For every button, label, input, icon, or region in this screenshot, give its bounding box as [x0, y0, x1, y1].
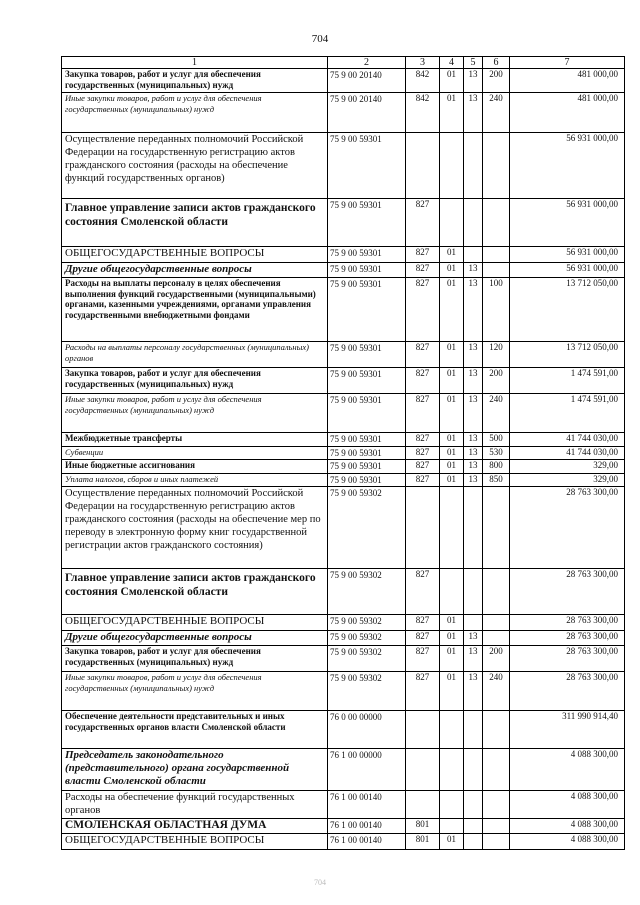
table-row — [62, 342, 625, 368]
column-number-header — [62, 57, 625, 69]
row-code-cell: 75 9 00 59301 — [328, 199, 406, 247]
budget-table — [61, 56, 625, 850]
row-name-cell: ОБЩЕГОСУДАРСТВЕННЫЕ ВОПРОСЫ — [62, 247, 328, 263]
row-department-cell — [406, 133, 440, 199]
row-subsection-cell — [464, 615, 483, 631]
row-department-cell: 827 — [406, 199, 440, 247]
row-amount-cell: 28 763 300,00 — [510, 646, 625, 672]
row-section-cell: 01 — [440, 646, 464, 672]
row-expense-type-cell: 240 — [483, 394, 510, 433]
row-section-cell — [440, 819, 464, 834]
row-expense-type-cell: 500 — [483, 433, 510, 447]
budget-table-body — [62, 57, 625, 850]
row-subsection-cell: 13 — [464, 278, 483, 342]
row-section-cell: 01 — [440, 631, 464, 646]
table-row — [62, 247, 625, 263]
table-row — [62, 834, 625, 850]
table-row — [62, 368, 625, 394]
row-expense-type-cell: 800 — [483, 460, 510, 474]
row-section-cell: 01 — [440, 342, 464, 368]
row-department-cell: 827 — [406, 394, 440, 433]
row-expense-type-cell — [483, 749, 510, 791]
row-expense-type-cell: 850 — [483, 473, 510, 487]
table-row — [62, 569, 625, 615]
table-row — [62, 69, 625, 93]
row-subsection-cell — [464, 791, 483, 819]
row-amount-cell: 4 088 300,00 — [510, 749, 625, 791]
row-code-cell: 75 9 00 59302 — [328, 672, 406, 711]
row-section-cell — [440, 791, 464, 819]
row-department-cell: 827 — [406, 569, 440, 615]
row-expense-type-cell: 530 — [483, 446, 510, 460]
row-amount-cell: 28 763 300,00 — [510, 615, 625, 631]
page-bottom-mark: 704 — [314, 878, 326, 887]
page-number: 704 — [311, 33, 329, 45]
row-name-cell: Другие общегосударственные вопросы — [62, 631, 328, 646]
row-code-cell: 75 9 00 59301 — [328, 446, 406, 460]
row-subsection-cell: 13 — [464, 368, 483, 394]
row-amount-cell: 56 931 000,00 — [510, 199, 625, 247]
row-name-cell: Обеспечение деятельности представительных и иных государственных органов власти Смоленской области — [62, 711, 328, 749]
row-amount-cell: 4 088 300,00 — [510, 834, 625, 850]
row-section-cell: 01 — [440, 672, 464, 711]
row-department-cell: 827 — [406, 672, 440, 711]
row-subsection-cell: 13 — [464, 672, 483, 711]
row-department-cell: 827 — [406, 615, 440, 631]
row-department-cell: 827 — [406, 646, 440, 672]
row-expense-type-cell — [483, 263, 510, 278]
row-section-cell: 01 — [440, 69, 464, 93]
row-name-cell: Иные закупки товаров, работ и услуг для обеспечения государственных (муниципальных) нужд — [62, 93, 328, 133]
table-row — [62, 672, 625, 711]
row-section-cell: 01 — [440, 473, 464, 487]
row-subsection-cell: 13 — [464, 342, 483, 368]
row-code-cell: 75 9 00 59301 — [328, 278, 406, 342]
row-subsection-cell: 13 — [464, 646, 483, 672]
row-amount-cell: 13 712 050,00 — [510, 342, 625, 368]
header-col-1: 1 — [62, 57, 328, 69]
row-section-cell: 01 — [440, 394, 464, 433]
row-amount-cell: 28 763 300,00 — [510, 487, 625, 569]
row-name-cell: Закупка товаров, работ и услуг для обеспечения государственных (муниципальных) нужд — [62, 368, 328, 394]
row-department-cell — [406, 487, 440, 569]
header-col-3: 3 — [406, 57, 440, 69]
row-expense-type-cell: 240 — [483, 93, 510, 133]
row-department-cell: 827 — [406, 446, 440, 460]
row-name-cell: Расходы на выплаты персоналу в целях обеспечения выполнения функций государственными (муниципальными) органами, казенными учреждениями, органами управления государственными внебюджетными фондами — [62, 278, 328, 342]
row-name-cell: Осуществление переданных полномочий Российской Федерации на государственную регистрацию актов гражданского состояния (расходы на обеспечение мер по переводу в электронную форму книг государственной регистрации актов гражданского состояния) — [62, 487, 328, 569]
table-row — [62, 199, 625, 247]
row-department-cell: 827 — [406, 278, 440, 342]
row-name-cell: Иные бюджетные ассигнования — [62, 460, 328, 474]
row-name-cell: Осуществление переданных полномочий Российской Федерации на государственную регистрацию актов гражданского состояния (расходы на обеспечение функций государственных органов) — [62, 133, 328, 199]
row-code-cell: 75 9 00 20140 — [328, 69, 406, 93]
row-name-cell: Расходы на обеспечение функций государственных органов — [62, 791, 328, 819]
row-code-cell: 76 1 00 00140 — [328, 834, 406, 850]
row-code-cell: 76 0 00 00000 — [328, 711, 406, 749]
row-amount-cell: 1 474 591,00 — [510, 368, 625, 394]
row-name-cell: Председатель законодательного (представительного) органа государственной власти Смоленской области — [62, 749, 328, 791]
row-section-cell: 01 — [440, 247, 464, 263]
header-col-4: 4 — [440, 57, 464, 69]
row-subsection-cell: 13 — [464, 433, 483, 447]
table-row — [62, 263, 625, 278]
row-subsection-cell: 13 — [464, 460, 483, 474]
table-row — [62, 278, 625, 342]
row-name-cell: Главное управление записи актов гражданского состояния Смоленской области — [62, 199, 328, 247]
row-expense-type-cell — [483, 834, 510, 850]
row-name-cell: Уплата налогов, сборов и иных платежей — [62, 473, 328, 487]
row-amount-cell: 311 990 914,40 — [510, 711, 625, 749]
row-name-cell: Иные закупки товаров, работ и услуг для обеспечения государственных (муниципальных) нужд — [62, 672, 328, 711]
row-code-cell: 76 1 00 00140 — [328, 819, 406, 834]
row-code-cell: 75 9 00 20140 — [328, 93, 406, 133]
row-amount-cell: 28 763 300,00 — [510, 631, 625, 646]
row-expense-type-cell: 200 — [483, 368, 510, 394]
row-amount-cell: 13 712 050,00 — [510, 278, 625, 342]
row-expense-type-cell — [483, 569, 510, 615]
row-subsection-cell — [464, 569, 483, 615]
row-subsection-cell: 13 — [464, 69, 483, 93]
table-row — [62, 711, 625, 749]
row-department-cell: 801 — [406, 834, 440, 850]
row-subsection-cell: 13 — [464, 93, 483, 133]
header-col-2: 2 — [328, 57, 406, 69]
row-department-cell: 827 — [406, 631, 440, 646]
row-department-cell — [406, 791, 440, 819]
row-name-cell: Расходы на выплаты персоналу государственных (муниципальных) органов — [62, 342, 328, 368]
row-code-cell: 75 9 00 59301 — [328, 247, 406, 263]
row-amount-cell: 4 088 300,00 — [510, 819, 625, 834]
row-code-cell: 75 9 00 59301 — [328, 263, 406, 278]
row-code-cell: 75 9 00 59301 — [328, 394, 406, 433]
row-code-cell: 75 9 00 59301 — [328, 460, 406, 474]
row-name-cell: Иные закупки товаров, работ и услуг для обеспечения государственных (муниципальных) нужд — [62, 394, 328, 433]
row-subsection-cell — [464, 199, 483, 247]
row-code-cell: 76 1 00 00140 — [328, 791, 406, 819]
row-section-cell — [440, 199, 464, 247]
row-expense-type-cell: 100 — [483, 278, 510, 342]
row-amount-cell: 28 763 300,00 — [510, 672, 625, 711]
row-subsection-cell — [464, 247, 483, 263]
row-name-cell: Другие общегосударственные вопросы — [62, 263, 328, 278]
row-section-cell — [440, 711, 464, 749]
row-amount-cell: 481 000,00 — [510, 93, 625, 133]
row-department-cell — [406, 749, 440, 791]
table-row — [62, 819, 625, 834]
row-section-cell — [440, 133, 464, 199]
row-department-cell: 842 — [406, 69, 440, 93]
row-subsection-cell: 13 — [464, 473, 483, 487]
row-subsection-cell: 13 — [464, 631, 483, 646]
row-code-cell: 75 9 00 59302 — [328, 646, 406, 672]
row-amount-cell: 329,00 — [510, 473, 625, 487]
row-section-cell: 01 — [440, 446, 464, 460]
header-col-7: 7 — [510, 57, 625, 69]
row-expense-type-cell — [483, 791, 510, 819]
row-subsection-cell — [464, 133, 483, 199]
row-section-cell — [440, 749, 464, 791]
row-name-cell: Закупка товаров, работ и услуг для обеспечения государственных (муниципальных) нужд — [62, 646, 328, 672]
table-row — [62, 646, 625, 672]
header-col-5: 5 — [464, 57, 483, 69]
row-section-cell: 01 — [440, 615, 464, 631]
row-department-cell: 827 — [406, 460, 440, 474]
row-amount-cell: 56 931 000,00 — [510, 263, 625, 278]
row-name-cell: Субвенции — [62, 446, 328, 460]
header-col-6: 6 — [483, 57, 510, 69]
table-row — [62, 749, 625, 791]
row-code-cell: 75 9 00 59302 — [328, 631, 406, 646]
row-name-cell: СМОЛЕНСКАЯ ОБЛАСТНАЯ ДУМА — [62, 819, 328, 834]
row-department-cell: 827 — [406, 368, 440, 394]
row-expense-type-cell — [483, 711, 510, 749]
row-code-cell: 76 1 00 00000 — [328, 749, 406, 791]
table-row — [62, 473, 625, 487]
row-expense-type-cell — [483, 819, 510, 834]
row-amount-cell: 329,00 — [510, 460, 625, 474]
row-expense-type-cell — [483, 133, 510, 199]
row-expense-type-cell — [483, 631, 510, 646]
row-amount-cell: 28 763 300,00 — [510, 569, 625, 615]
row-expense-type-cell — [483, 487, 510, 569]
row-name-cell: ОБЩЕГОСУДАРСТВЕННЫЕ ВОПРОСЫ — [62, 834, 328, 850]
row-amount-cell: 1 474 591,00 — [510, 394, 625, 433]
row-code-cell: 75 9 00 59301 — [328, 133, 406, 199]
row-amount-cell: 41 744 030,00 — [510, 433, 625, 447]
row-amount-cell: 41 744 030,00 — [510, 446, 625, 460]
row-section-cell — [440, 487, 464, 569]
row-subsection-cell: 13 — [464, 394, 483, 433]
row-name-cell: Межбюджетные трансферты — [62, 433, 328, 447]
row-section-cell: 01 — [440, 433, 464, 447]
row-amount-cell: 4 088 300,00 — [510, 791, 625, 819]
row-expense-type-cell — [483, 199, 510, 247]
row-amount-cell: 481 000,00 — [510, 69, 625, 93]
table-row — [62, 446, 625, 460]
table-row — [62, 133, 625, 199]
row-name-cell: Закупка товаров, работ и услуг для обеспечения государственных (муниципальных) нужд — [62, 69, 328, 93]
table-row — [62, 460, 625, 474]
row-section-cell — [440, 569, 464, 615]
row-subsection-cell: 13 — [464, 263, 483, 278]
row-department-cell: 827 — [406, 473, 440, 487]
row-code-cell: 75 9 00 59301 — [328, 368, 406, 394]
row-department-cell: 827 — [406, 433, 440, 447]
row-section-cell: 01 — [440, 834, 464, 850]
row-code-cell: 75 9 00 59301 — [328, 342, 406, 368]
row-subsection-cell — [464, 487, 483, 569]
row-section-cell: 01 — [440, 460, 464, 474]
row-expense-type-cell: 240 — [483, 672, 510, 711]
table-row — [62, 487, 625, 569]
row-department-cell: 801 — [406, 819, 440, 834]
row-code-cell: 75 9 00 59302 — [328, 487, 406, 569]
row-code-cell: 75 9 00 59301 — [328, 433, 406, 447]
table-row — [62, 791, 625, 819]
row-expense-type-cell — [483, 615, 510, 631]
row-section-cell: 01 — [440, 263, 464, 278]
row-subsection-cell — [464, 749, 483, 791]
row-department-cell — [406, 711, 440, 749]
row-expense-type-cell: 120 — [483, 342, 510, 368]
table-row — [62, 93, 625, 133]
row-code-cell: 75 9 00 59301 — [328, 473, 406, 487]
row-code-cell: 75 9 00 59302 — [328, 615, 406, 631]
row-expense-type-cell: 200 — [483, 69, 510, 93]
table-row — [62, 615, 625, 631]
row-subsection-cell — [464, 819, 483, 834]
row-section-cell: 01 — [440, 93, 464, 133]
row-expense-type-cell — [483, 247, 510, 263]
row-department-cell: 827 — [406, 263, 440, 278]
row-code-cell: 75 9 00 59302 — [328, 569, 406, 615]
row-name-cell: Главное управление записи актов гражданского состояния Смоленской области — [62, 569, 328, 615]
row-department-cell: 842 — [406, 93, 440, 133]
row-subsection-cell: 13 — [464, 446, 483, 460]
row-expense-type-cell: 200 — [483, 646, 510, 672]
row-subsection-cell — [464, 834, 483, 850]
row-department-cell: 827 — [406, 342, 440, 368]
table-row — [62, 394, 625, 433]
row-section-cell: 01 — [440, 278, 464, 342]
row-subsection-cell — [464, 711, 483, 749]
row-department-cell: 827 — [406, 247, 440, 263]
row-amount-cell: 56 931 000,00 — [510, 247, 625, 263]
table-row — [62, 631, 625, 646]
table-row — [62, 433, 625, 447]
row-amount-cell: 56 931 000,00 — [510, 133, 625, 199]
row-section-cell: 01 — [440, 368, 464, 394]
row-name-cell: ОБЩЕГОСУДАРСТВЕННЫЕ ВОПРОСЫ — [62, 615, 328, 631]
